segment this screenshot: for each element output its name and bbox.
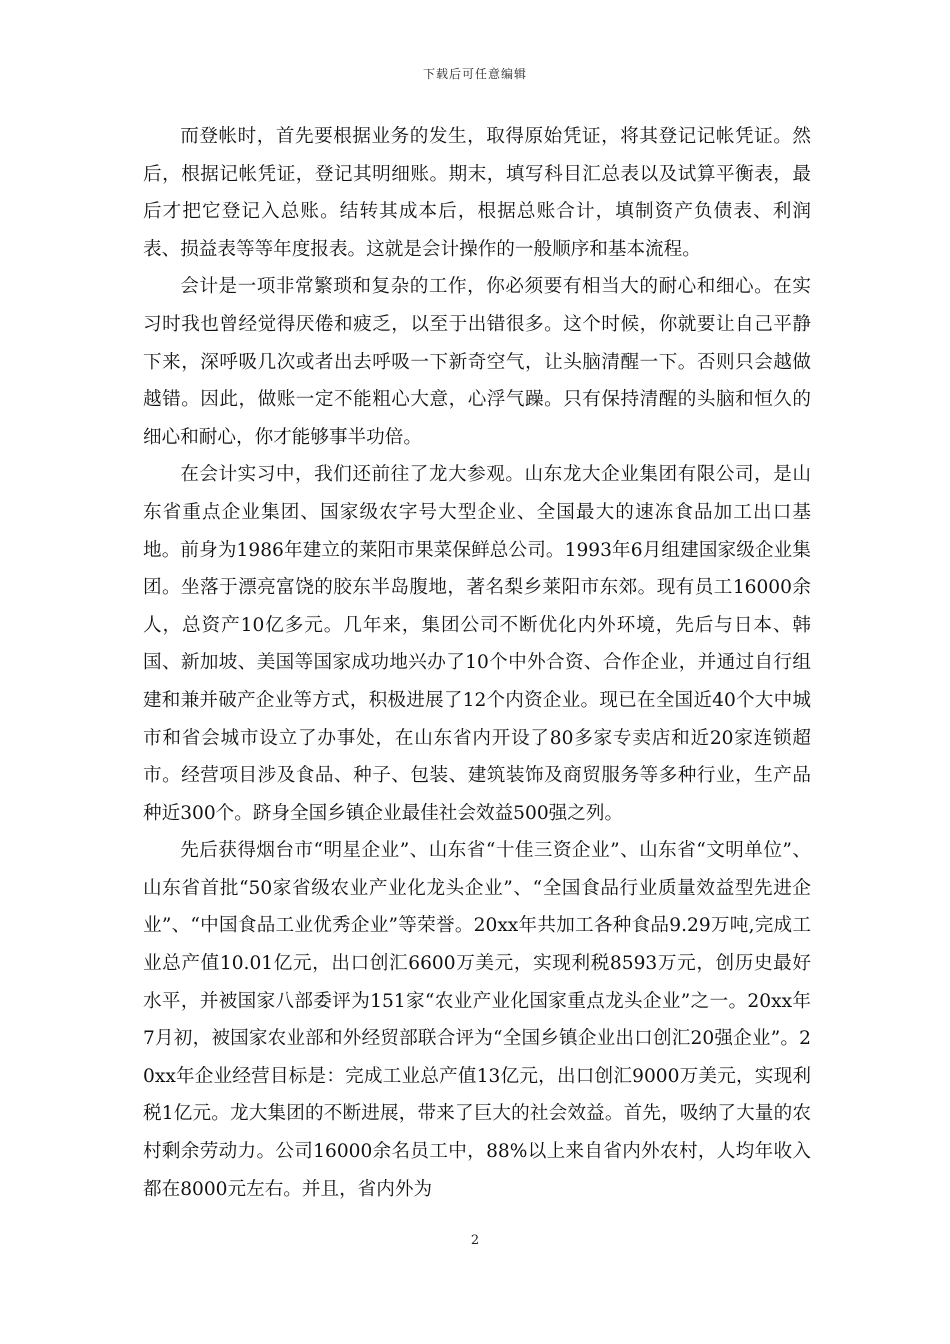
paragraph-longda-visit: 在会计实习中，我们还前往了龙大参观。山东龙大企业集团有限公司，是山东省重点企业集团、国家级农字号大型企业、全国最大的速冻食品加工出口基地。前身为1986年建立的莱阳市果菜保鲜总公司。1993年6月组建国家级企业集团。坐落于漂亮富饶的胶东半岛腹地，著名梨乡莱阳市东郊。现有员工16000余人，总资产10亿多元。几年来，集团公司不断优化内外环境，先后与日本、韩国、新加坡、美国等国家成功地兴办了10个中外合资、合作企业，并通过自行组建和兼并破产企业等方式，积极进展了12个内资企业。现已在全国近40个大中城市和省会城市设立了办事处，在山东省内开设了80多家专卖店和近20家连锁超市。经营项目涉及食品、种子、包装、建筑装饰及商贸服务等多种行业，生产品种近300个。跻身全国乡镇企业最佳社会效益500强之列。 [143,464,811,824]
paragraph-accounting-flow: 而登帐时，首先要根据业务的发生，取得原始凭证，将其登记记帐凭证。然后，根据记帐凭证，登记其明细账。期末，填写科目汇总表以及试算平衡表，最后才把它登记入总账。结转其成本后，根据总账合计，填制资产负债表、利润表、损益表等等年度报表。这就是会计操作的一般顺序和基本流程。 [143,126,811,260]
paragraph-honors: 先后获得烟台市“明星企业”、山东省“十佳三资企业”、山东省“文明单位”、山东省首批“50家省级农业产业化龙头企业”、“全国食品行业质量效益型先进企业”、“中国食品工业优秀企业”等荣誉。20xx年共加工各种食品9.29万吨,完成工业总产值10.01亿元，出口创汇6600万美元，实现利税8593万元，创历史最好水平，并被国家八部委评为151家“农业产业化国家重点龙头企业”之一。20xx年7月初，被国家农业部和外经贸部联合评为“全国乡镇企业出口创汇20强企业”。20xx年企业经营目标是：完成工业总产值13亿元，出口创汇9000万美元，实现利税1亿元。龙大集团的不断进展，带来了巨大的社会效益。首先，吸纳了大量的农村剩余劳动力。公司16000余名员工中，88%以上来自省内外农村，人均年收入都在8000元左右。并且，省内外为 [143,840,811,1200]
paragraph-patience: 会计是一项非常繁琐和复杂的工作，你必须要有相当大的耐心和细心。在实习时我也曾经觉得厌倦和疲乏，以至于出错很多。这个时候，你就要让自己平静下来，深呼吸几次或者出去呼吸一下新奇空气，让头脑清醒一下。否则只会越做越错。因此，做账一定不能粗心大意，心浮气躁。只有保持清醒的头脑和恒久的细心和耐心，你才能够事半功倍。 [143,276,811,448]
document-body [143,118,811,1208]
page-header: 下载后可任意编辑 [422,67,527,81]
page-number: 2 [470,1233,480,1248]
